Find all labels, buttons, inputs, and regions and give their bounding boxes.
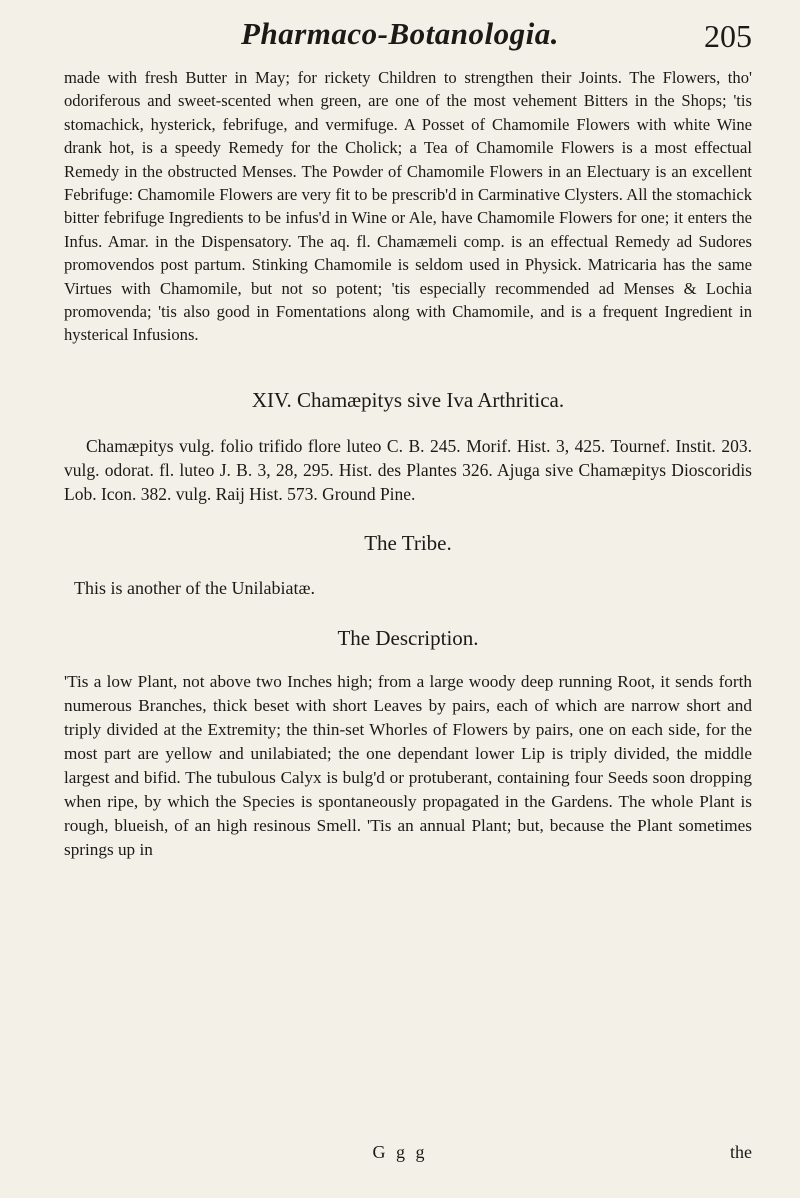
synonymy-paragraph: Chamæpitys vulg. folio trifido flore luteo C. B. 245. Morif. Hist. 3, 425. Tournef. Instit. 203. vulg. odorat. fl. luteo J. B. 3, 28, 295. Hist. des Plantes 326. Ajuga sive Chamæpitys Dioscoridis Lob. Icon. 382. vulg. Raij Hist. 573. Ground Pine. [64, 436, 752, 505]
tribe-heading: The Tribe. [364, 531, 452, 556]
description-heading: The Description. [337, 625, 479, 650]
signature-mark: G g g [372, 1142, 428, 1162]
paragraph-chamomile-virtues: made with fresh Butter in May; for rickety Children to strengthen their Joints. The Flowers, tho' odoriferous and sweet-scented when green, are one of the most vehement Bitters in the Shops; 'tis stomachick, hysterick, febrifuge, and vermifuge. A Posset of Chamomile Flowers with white Wine drank hot, is a speedy Remedy for the Cholick; a Tea of Chamomile Flowers is a most effectual Remedy in the obstructed Menses. The Powder of Chamomile Flowers in an Electuary is an excellent Febrifuge: Chamomile Flowers are very fit to be prescrib'd in Carminative Clysters. All the stomachick bitter febrifuge Ingredients to be infus'd in Wine or Ale, have Chamomile Flowers for one; it enters the Infus. Amar. in the Dispensatory. The aq. fl. Chamæmeli comp. is an effectual Remedy ad Sudores promovendos post partum. Stinking Chamomile is seldom used in Physick. Matricaria has the same Virtues with Chamomile, but not so potent; 'tis especially recommended ad Menses & Lochia promovenda; 'tis also good in Fomentations along with Chamomile, and is a frequent Ingredient in hysterical Infusions. [64, 68, 752, 345]
section-heading: XIV. Chamæpitys sive Iva Arthritica. [251, 387, 565, 412]
text-body [64, 66, 752, 862]
page-number: 205 [704, 18, 752, 54]
running-head [0, 12, 800, 62]
description-paragraph: 'Tis a low Plant, not above two Inches high; from a large woody deep running Root, it sends forth numerous Branches, thick beset with short Leaves by pairs, each of which are narrow short and triply divided at the Extremity; the thin-set Whorles of Flowers by pairs, one on each side, for the most part are yellow and unilabiated; the one dependant lower Lip is triply divided, the middle largest and bifid. The tubulous Calyx is bulg'd or protuberant, containing four Seeds soon dropping when ripe, by which the Species is spontaneously propagated in the Gardens. The whole Plant is rough, blueish, of an high resinous Smell. 'Tis an annual Plant; but, because the Plant sometimes springs up in [64, 672, 752, 860]
running-title: Pharmaco-Botanologia. [241, 16, 559, 51]
catchword: the [730, 1142, 752, 1162]
tribe-text: This is another of the Unilabiatæ. [74, 577, 315, 598]
